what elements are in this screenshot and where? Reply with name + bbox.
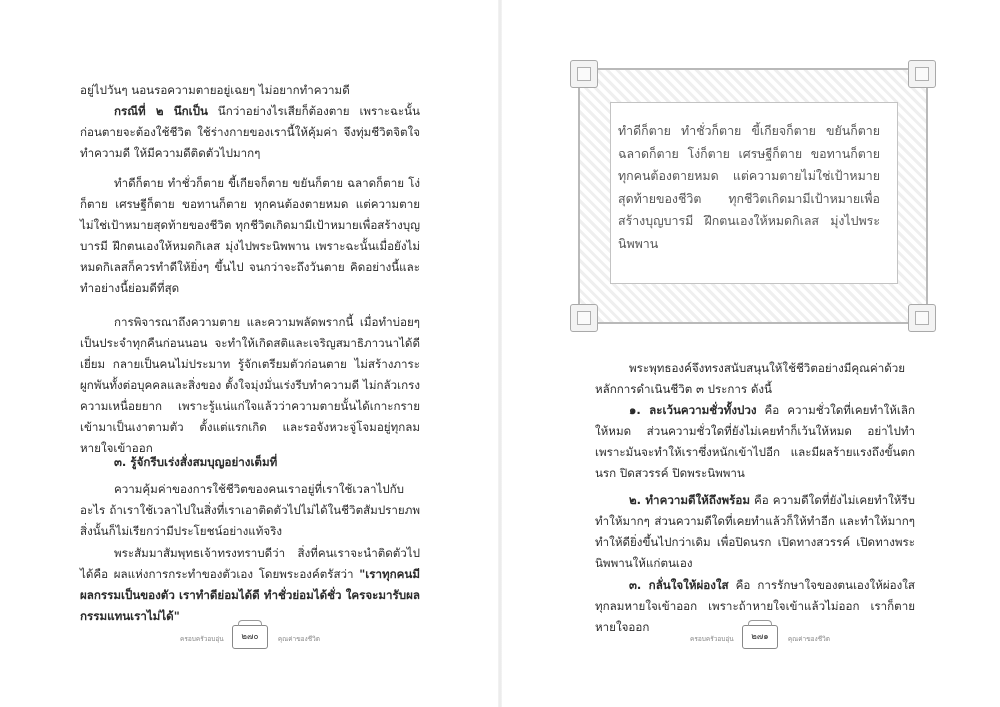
- paragraph: ความคุ้มค่าของการใช้ชีวิตของคนเราอยู่ที่เราใช้เวลาไปกับอะไร ถ้าเราใช้เวลาไปในสิ่งที่เราเอาติดตัวไปไม่ได้ในชีวิตสัมปรายภพ สิ่งนั้นก็ไม่เรียกว่ามีประโยชน์อย่างแท้จริง: [80, 482, 420, 538]
- list-item-title: ๓. กลั่นใจให้ผ่องใส: [629, 578, 729, 592]
- page-number: ๒๗๐: [232, 625, 268, 649]
- section-heading: ๓. รู้จักรีบเร่งสั่งสมบุญอย่างเต็มที่: [114, 455, 278, 469]
- frame-corner-ornament: [908, 304, 936, 332]
- list-item-title: ๑. ละเว้นความชั่วทั้งปวง: [629, 403, 757, 417]
- list-item: [595, 400, 915, 484]
- list-item-text: คือ ความดีใดที่ยังไม่เคยทำให้รีบทำให้มากๆ ส่วนความดีใดที่เคยทำแล้วก็ให้ทำอีก และทำให้มากๆ ทำให้ดียิ่งขึ้นไปกว่าเดิม เพื่อปิดนรก เปิดทางสวรรค์ เปิดทางพระนิพพานให้แก่ตนเอง: [595, 493, 915, 570]
- list-item-text: คือ ความชั่วใดที่เคยทำให้เลิกให้หมด ส่วนความชั่วใดที่ยังไม่เคยทำก็เว้นให้หมด อย่าไปทำเพราะมันจะทำให้เราซึ่งหนักเข้าไปอีก และมีผลร้ายแรงถึงขั้นตกนรก ปิดสวรรค์ ปิดพระนิพพาน: [595, 403, 915, 480]
- paragraph-text: พระสัมมาสัมพุทธเจ้าทรงทราบดีว่า สิ่งที่คนเราจะนำติดตัวไปได้คือ ผลแห่งการกระทำของตัวเอง โดยพระองค์ตรัสว่า: [80, 546, 420, 581]
- frame-corner-ornament: [908, 60, 936, 88]
- paragraph: การพิจารณาถึงความตาย และความพลัดพรากนี้ เมื่อทำบ่อยๆ เป็นประจำทุกคืนก่อนนอน จะทำให้เกิดสติและเจริญสมาธิภาวนาได้ดีเยี่ยม กลายเป็นคนไม่ประมาท รู้จักเตรียมตัวก่อนตาย ไม่สร้างภาระผูกพันทั้งต่อบุคคลและสิ่งของ ตั้งใจมุ่งมั่นเร่งรีบทำความดี ไม่กลัวเกรงความเหนื่อยยาก เพราะรู้แน่แก่ใจแล้วว่าความตายนั้นได้เกาะกรายเข้ามาเป็นเงาตามตัว ตั้งแต่แรกเกิด และรอจังหวะจู่โจมอยู่ทุกลมหายใจเข้าออก: [80, 315, 420, 455]
- page-number: ๒๗๑: [742, 625, 778, 649]
- paragraph-text: นึกว่าอย่างไรเสียก็ต้องตาย เพราะฉะนั้น ก่อนตายจะต้องใช้ชีวิต ใช้ร่างกายของเรานี้ให้คุ้มค่า จึงทุ่มชีวิตจิตใจทำความดี ให้มีความดีติดตัวไปมากๆ: [80, 104, 420, 160]
- footer-book-title: ครอบครัวอบอุ่น: [180, 635, 224, 643]
- footer-chapter-title: คุณค่าของชีวิต: [787, 635, 830, 643]
- list-item-title: ๒. ทำความดีให้ถึงพร้อม: [629, 493, 750, 507]
- case-label: กรณีที่ ๒ นึกเป็น: [114, 104, 208, 118]
- page-footer: [180, 625, 320, 651]
- page-footer: [690, 625, 830, 651]
- framed-quote: ทำดีก็ตาย ทำชั่วก็ตาย ขี้เกียจก็ตาย ขยันก็ตาย ฉลาดก็ตาย โง่ก็ตาย เศรษฐีก็ตาย ขอทานก็ตาย ทุกคนต้องตายหมด แต่ความตายไม่ใช่เป้าหมายสุดท้ายของชีวิต ทุกชีวิตเกิดมามีเป้าหมายเพื่อสร้างบุญบารมี ฝึกตนเองให้หมดกิเลส มุ่งไปพระนิพพาน: [618, 123, 880, 251]
- list-item-text: คือ การรักษาใจของตนเองให้ผ่องใสทุกลมหายใจเข้าออก เพราะถ้าหายใจเข้าแล้วไม่ออก เราก็ตาย หายใจออก: [595, 578, 916, 634]
- footer-book-title: ครอบครัวอบอุ่น: [690, 635, 734, 643]
- book-gutter: [498, 0, 502, 707]
- paragraph: พระพุทธองค์จึงทรงสนับสนุนให้ใช้ชีวิตอย่างมีคุณค่าด้วยหลักการดำเนินชีวิต ๓ ประการ ดังนี้: [595, 361, 906, 396]
- paragraph: อยู่ไปวันๆ นอนรอความตายอยู่เฉยๆ ไม่อยากทำความดี: [80, 83, 350, 97]
- list-item: [595, 490, 915, 574]
- footer-chapter-title: คุณค่าของชีวิต: [277, 635, 320, 643]
- paragraph: [80, 543, 420, 627]
- frame-corner-ornament: [570, 60, 598, 88]
- frame-corner-ornament: [570, 304, 598, 332]
- paragraph: ทำดีก็ตาย ทำชั่วก็ตาย ขี้เกียจก็ตาย ขยันก็ตาย ฉลาดก็ตาย โง่ก็ตาย เศรษฐีก็ตาย ขอทานก็ตาย ทุกคนต้องตายหมด แต่ความตายไม่ใช่เป้าหมายสุดท้ายของชีวิต ทุกชีวิตเกิดมามีเป้าหมายเพื่อสร้างบุญบารมี ฝึกตนเองให้หมดกิเลส มุ่งไปพระนิพพาน เพราะฉะนั้นเมื่อยังไม่หมดกิเลสก็ควรทำดีให้ยิ่งๆ ขึ้นไป จนกว่าจะถึงวันตาย คิดอย่างนี้และทำอย่างนี้ย่อมดีที่สุด: [80, 176, 420, 295]
- quote-text: "เราทุกคนมีผลกรรมเป็นของตัว เราทำดีย่อมได้ดี ทำชั่วย่อมได้ชั่ว ใครจะมารับผลกรรมแทนเราไม่ได้": [80, 567, 420, 623]
- paragraph: [80, 101, 420, 164]
